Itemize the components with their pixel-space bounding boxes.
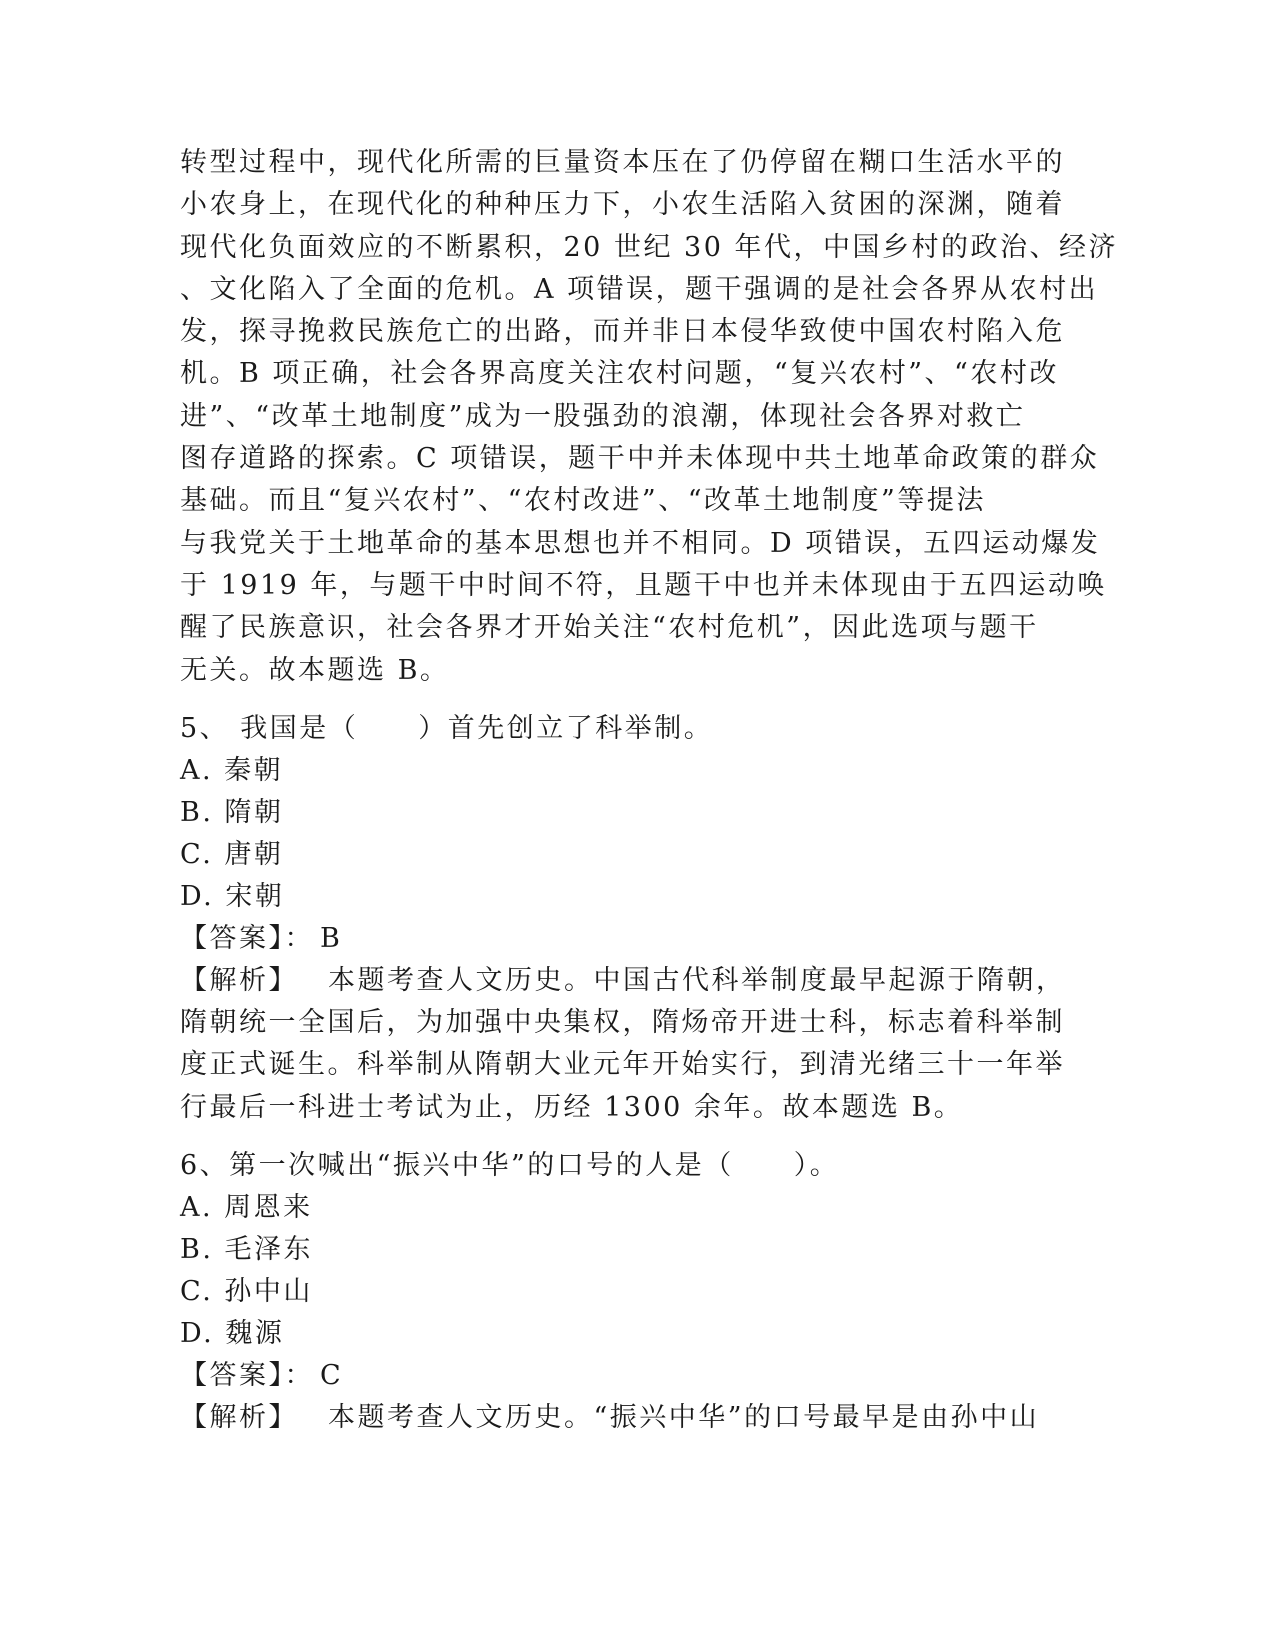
option-b: B. 毛泽东	[180, 1234, 314, 1266]
analysis-label: 【解析】	[180, 964, 298, 996]
analysis-block	[180, 960, 1066, 1129]
option-a: A. 周恩来	[180, 1192, 313, 1224]
answer-value: B	[320, 922, 343, 954]
paragraph-line: 进”、“改革土地制度”成为一股强劲的浪潮，体现社会各界对救亡	[180, 400, 1026, 432]
answer-label: 【答案】：	[180, 1360, 314, 1392]
analysis-block	[180, 1397, 1040, 1439]
question-stem-end: ）。	[793, 1150, 840, 1182]
option-d: D. 魏源	[180, 1318, 285, 1350]
analysis-line: 行最后一科进士考试为止，历经 1300 余年。故本题选 B。	[180, 1091, 964, 1123]
question-stem	[180, 1145, 1030, 1187]
analysis-label: 【解析】	[180, 1402, 298, 1434]
paragraph-line: 与我党关于土地革命的基本思想也并不相同。D 项错误，五四运动爆发	[180, 527, 1101, 559]
paragraph-line: 小农身上，在现代化的种种压力下，小农生活陷入贫困的深渊，随着	[180, 189, 1065, 221]
answer-value: C	[320, 1360, 344, 1392]
analysis-line: 度正式诞生。科举制从隋朝大业元年开始实行，到清光绪三十一年举	[180, 1049, 1065, 1081]
paragraph-line: 图存道路的探索。C 项错误，题干中并未体现中共土地革命政策的群众	[180, 443, 1100, 475]
paragraph-line: 基础。而且“复兴农村”、“农村改进”、“改革土地制度”等提法	[180, 485, 986, 517]
question-5	[180, 708, 1066, 1129]
paragraph-line: 醒了民族意识，社会各界才开始关注“农村危机”，因此选项与题干	[180, 612, 1039, 644]
paragraph-line: 于 1919 年，与题干中时间不符，且题干中也并未体现由于五四运动唤	[180, 569, 1107, 601]
paragraph-line: 机。B 项正确，社会各界高度关注农村问题，“复兴农村”、“农村改	[180, 358, 1059, 390]
question-stem-end: ）首先创立了科举制。	[418, 712, 714, 744]
intro-paragraph	[180, 142, 1118, 692]
analysis-line: 隋朝统一全国后，为加强中央集权，隋炀帝开进士科，标志着科举制	[180, 1007, 1065, 1039]
question-stem	[180, 708, 1030, 750]
question-stem-start: 5、 我国是（	[180, 712, 359, 744]
option-c: C. 孙中山	[180, 1276, 313, 1308]
question-6	[180, 1145, 1040, 1439]
paragraph-line: 、文化陷入了全面的危机。A 项错误，题干强调的是社会各界从农村出	[180, 273, 1099, 305]
option-d: D. 宋朝	[180, 880, 285, 912]
paragraph-line: 现代化负面效应的不断累积，20 世纪 30 年代，中国乡村的政治、经济	[180, 231, 1118, 263]
question-stem-start: 6、第一次喊出“振兴中华”的口号的人是（	[180, 1150, 734, 1182]
answer-line	[180, 918, 1030, 960]
paragraph-line: 无关。故本题选 B。	[180, 654, 450, 686]
paragraph-line: 转型过程中，现代化所需的巨量资本压在了仍停留在糊口生活水平的	[180, 147, 1065, 178]
analysis-text: 本题考查人文历史。中国古代科举制度最早起源于隋朝，	[328, 964, 1066, 996]
option-c: C. 唐朝	[180, 838, 284, 870]
option-a: A. 秦朝	[180, 754, 284, 786]
answer-line	[180, 1355, 1030, 1397]
document-page	[180, 142, 1118, 1439]
analysis-text: 本题考查人文历史。“振兴中华”的口号最早是由孙中山	[328, 1402, 1040, 1434]
analysis-first-line	[180, 1397, 1040, 1439]
option-b: B. 隋朝	[180, 796, 284, 828]
answer-label: 【答案】：	[180, 922, 314, 954]
paragraph-line: 发，探寻挽救民族危亡的出路，而并非日本侵华致使中国农村陷入危	[180, 316, 1065, 348]
analysis-first-line	[180, 960, 1066, 1002]
